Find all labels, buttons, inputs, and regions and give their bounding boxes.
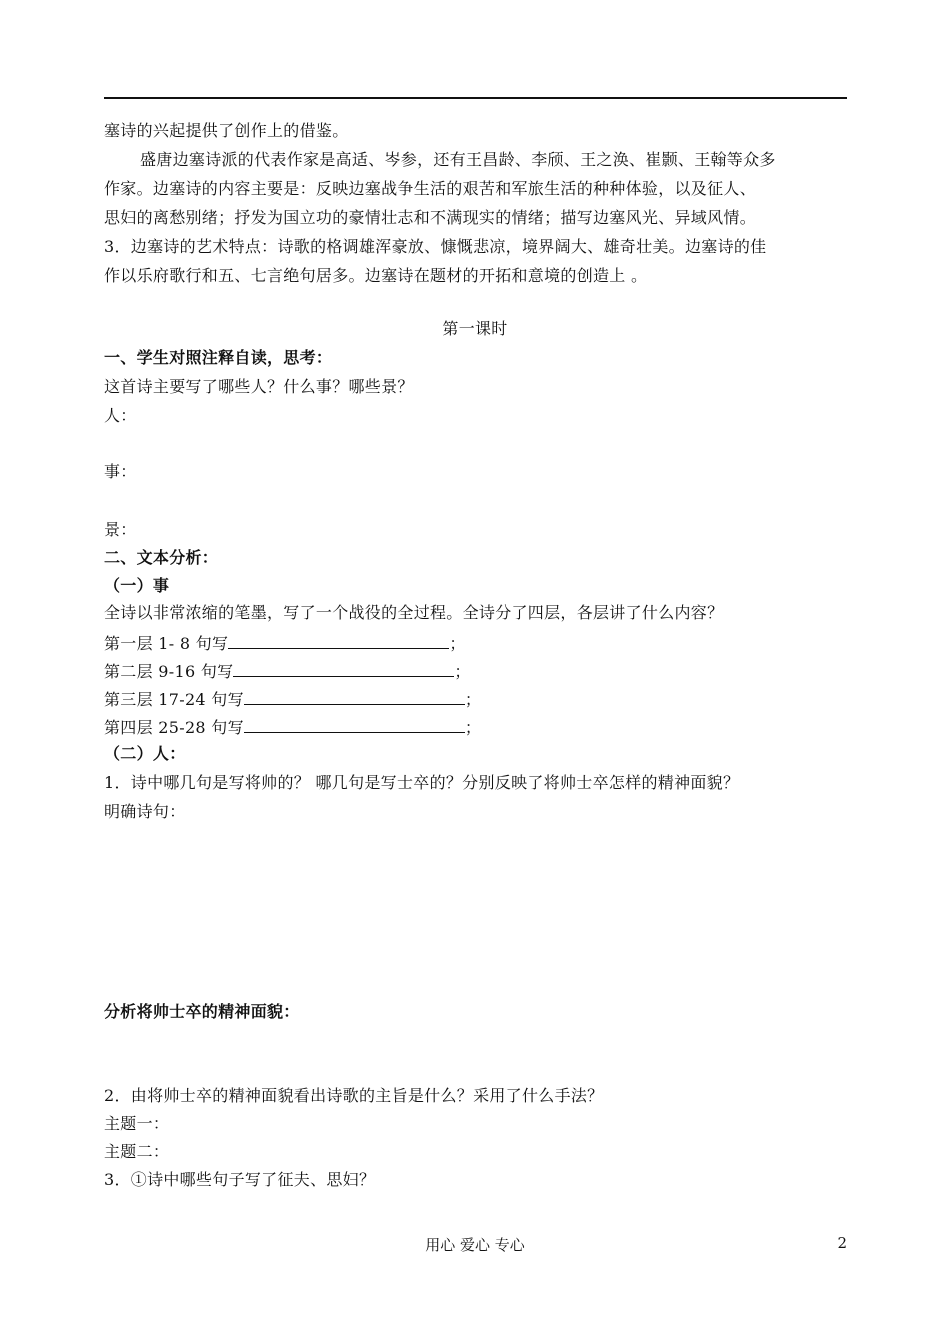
theme-2-label: 主题二： (104, 1142, 170, 1161)
events-label: 事： (104, 462, 137, 481)
layer-row (104, 688, 481, 710)
answer-blank[interactable] (244, 716, 465, 733)
layer-row (104, 660, 471, 682)
scenery-label: 景： (104, 520, 137, 539)
page-number: 2 (837, 1234, 847, 1252)
intro-line-5: 3．边塞诗的艺术特点：诗歌的格调雄浑豪放、慷慨悲凉，境界阔大、雄奇壮美。边塞诗的佳 (104, 237, 767, 256)
layer-end: ； (449, 634, 466, 653)
layer-end: ； (464, 718, 482, 737)
answer-blank[interactable] (228, 632, 449, 649)
intro-line-4: 思妇的离愁别绪；抒发为国立功的豪情壮志和不满现实的情绪；描写边塞风光、异域风情。 (104, 208, 757, 227)
layer-label: 第一层 1- 8 句写 (104, 634, 229, 653)
section1-heading: 一、学生对照注释自读，思考： (104, 348, 333, 367)
layer-end: ； (454, 662, 471, 681)
section1-question: 这首诗主要写了哪些人？什么事？哪些景？ (104, 377, 414, 396)
answer-blank[interactable] (244, 688, 465, 705)
question-2: 2．由将帅士卒的精神面貌看出诗歌的主旨是什么？采用了什么手法？ (104, 1086, 604, 1105)
layer-row (104, 716, 481, 738)
events-question: 全诗以非常浓缩的笔墨，写了一个战役的全过程。全诗分了四层，各层讲了什么内容？ (104, 603, 724, 622)
subsection-events: （一）事 (104, 576, 170, 595)
intro-line-2: 盛唐边塞诗派的代表作家是高适、岑参，还有王昌龄、李颀、王之涣、崔颢、王翰等众多 (140, 150, 776, 169)
section2-heading: 二、文本分析： (104, 548, 219, 567)
question-3: 3．①诗中哪些句子写了征夫、思妇？ (104, 1170, 376, 1189)
answer-blank[interactable] (233, 660, 454, 677)
layer-label: 第三层 17-24 句写 (104, 690, 244, 709)
question-1: 1．诗中哪几句是写将帅的？ 哪几句是写士卒的？分别反映了将帅士卒怎样的精神面貌？ (104, 773, 740, 792)
header-rule (104, 97, 847, 99)
people-label: 人： (104, 406, 137, 425)
intro-line-1: 塞诗的兴起提供了创作上的借鉴。 (104, 121, 349, 140)
footer-motto: 用心 爱心 专心 (425, 1236, 525, 1254)
layer-label: 第四层 25-28 句写 (104, 718, 244, 737)
subsection-people: （二）人： (104, 744, 186, 763)
intro-line-3: 作家。边塞诗的内容主要是：反映边塞战争生活的艰苦和军旅生活的种种体验，以及征人、 (104, 179, 757, 198)
poem-lines-label: 明确诗句： (104, 802, 186, 821)
theme-1-label: 主题一： (104, 1114, 170, 1133)
layer-end: ； (464, 690, 482, 709)
layer-row (104, 632, 466, 654)
lesson-title: 第一课时 (442, 319, 508, 338)
intro-line-6: 作以乐府歌行和五、七言绝句居多。边塞诗在题材的开拓和意境的创造上 。 (104, 266, 648, 285)
analysis-label: 分析将帅士卒的精神面貌： (104, 1002, 300, 1021)
layer-label: 第二层 9-16 句写 (104, 662, 234, 681)
